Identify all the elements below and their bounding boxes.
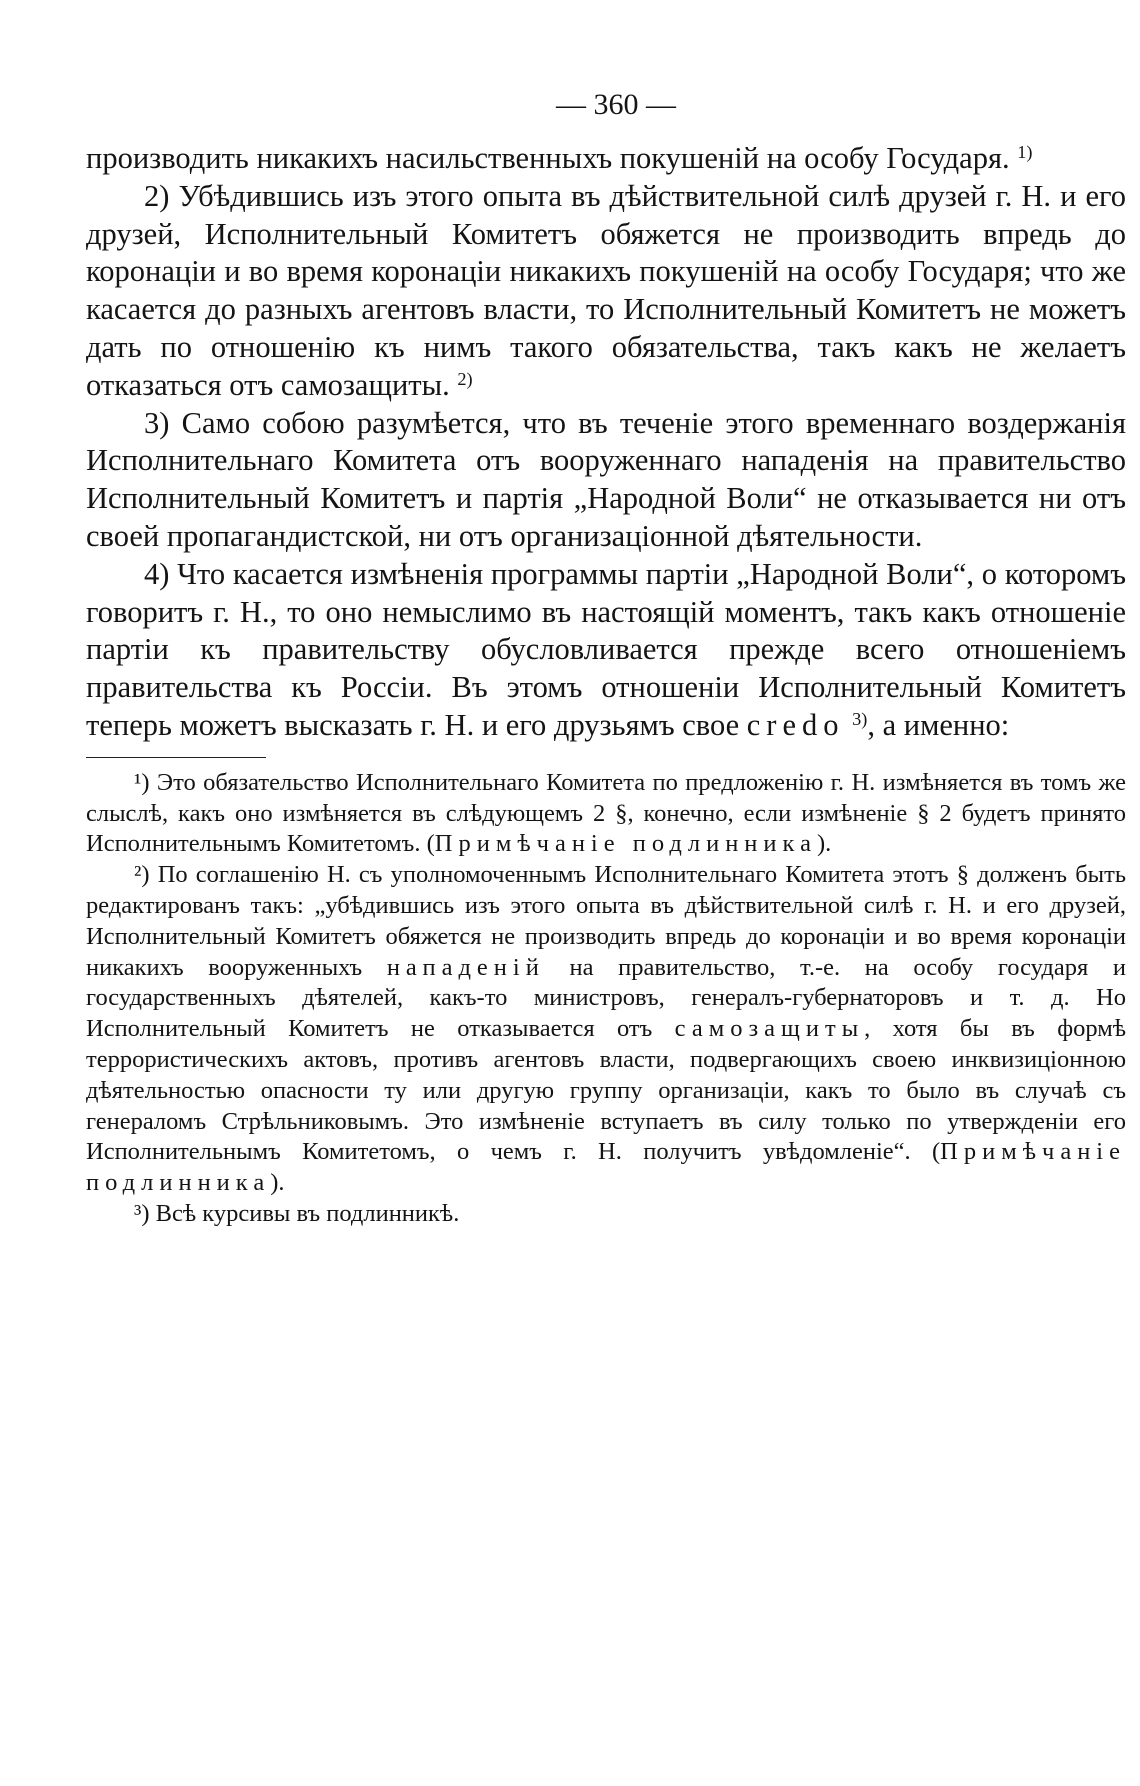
footnote-2-text-b: на правительство, т.-е. на особу государя и государственныхъ дѣятелей, какъ-то министровъ, генералъ-губернаторовъ и т. д. Но Исполнительный Комитетъ не отказывается отъ	[86, 953, 1126, 1043]
footnote-1	[86, 768, 1126, 860]
main-text	[86, 140, 1126, 745]
footnote-2-text-a: По соглашенію Н. съ уполномоченнымъ Исполнительнаго Комитета этотъ § долженъ быть редактированъ такъ: „убѣдившись изъ этого опыта въ дѣйствительной силѣ г. Н. и его друзей, Исполнительный Комитетъ обяжется не производить впредь до коронаціи и во время коронаціи никакихъ вооруженныхъ	[86, 861, 1127, 981]
page-number: — 360 —	[556, 88, 676, 121]
footnote-2-marker: ²)	[134, 861, 150, 889]
paragraph-4	[86, 556, 1126, 745]
footnote-2-end: ).	[270, 1169, 285, 1197]
paragraph-3: 3) Само собою разумѣется, что въ теченіе этого временнаго воздержанія Исполнительнаго Комитета отъ вооруженнаго нападенія на правительство Исполнительный Комитетъ и партія „Народной Воли“ не отказывается ни отъ своей пропагандистской, ни отъ организаціонной дѣятельности.	[86, 405, 1126, 553]
credo-word: credo	[746, 707, 845, 742]
footnote-2-text-c: , хотя бы въ формѣ террористическихъ актовъ, противъ агентовъ власти, подвергающихъ своею инквизиціонною дѣятельностью опасности ту или другую группу организаціи, какъ то было въ случаѣ съ генераломъ Стрѣльниковымъ. Это измѣненіе вступаетъ въ силу только по утвержденіи его Исполнительнымъ Комитетомъ, о чемъ г. Н. получитъ увѣдомленіе“. (	[86, 1015, 1127, 1166]
footnote-2	[86, 860, 1126, 1199]
footnote-1-text: Это обязательство Исполнительнаго Комитета по предложенію г. Н. измѣняется въ томъ же слыслѣ, какъ оно измѣняется въ слѣдующемъ 2 §, конечно, если измѣненіе § 2 будетъ принято Исполнительнымъ Комитетомъ. (	[86, 768, 1126, 858]
document-page	[86, 88, 1126, 1230]
footnotes	[86, 768, 1126, 1230]
footnote-3-text: Всѣ курсивы въ подлинникѣ.	[155, 1199, 460, 1227]
footnote-divider	[86, 757, 266, 758]
paragraph-2-text: 2) Убѣдившись изъ этого опыта въ дѣйствительной силѣ друзей г. Н. и его друзей, Исполнительный Комитетъ обяжется не производить впредь до коронаціи и во время коронаціи никакихъ покушеній на особу Государя; что же касается до разныхъ агентовъ власти, то Исполнительный Комитетъ не можетъ дать по отношенію къ нимъ такого обязательства, такъ какъ не желаетъ отказаться отъ самозащиты.	[86, 178, 1126, 402]
footnote-2-spaced-2: самозащиты	[674, 1015, 865, 1043]
footnote-3-marker: ³)	[134, 1199, 150, 1227]
footnote-1-spaced: Примѣчаніе подлинника	[434, 830, 817, 858]
footnote-1-end: ).	[816, 830, 832, 858]
paragraph-1-text: производить никакихъ насильственныхъ покушеній на особу Государя.	[86, 141, 1010, 175]
paragraph-4-end: , а именно:	[867, 707, 1010, 742]
footnote-1-marker: ¹)	[134, 768, 150, 796]
footnote-3	[86, 1199, 1126, 1230]
footnote-2-spaced-1: нападеній	[386, 953, 545, 981]
paragraph-1	[86, 140, 1126, 178]
footnote-2-spaced-3: Примѣчаніе подлинника	[86, 1138, 1126, 1197]
paragraph-4-text: 4) Что касается измѣненія программы партіи „Народной Воли“, о которомъ говоритъ г. Н., то оно немыслимо въ настоящій моментъ, такъ какъ отношеніе партіи къ правительству обусловливается прежде всего отношеніемъ правительства къ Россіи. Въ этомъ отношеніи Исполнительный Комитетъ теперь можетъ высказать г. Н. и его друзьямъ свое	[86, 556, 1126, 742]
footnote-ref-2: 2)	[457, 368, 473, 389]
footnote-ref-3: 3)	[852, 708, 868, 729]
footnote-ref-1: 1)	[1017, 141, 1033, 162]
paragraph-2	[86, 178, 1126, 405]
